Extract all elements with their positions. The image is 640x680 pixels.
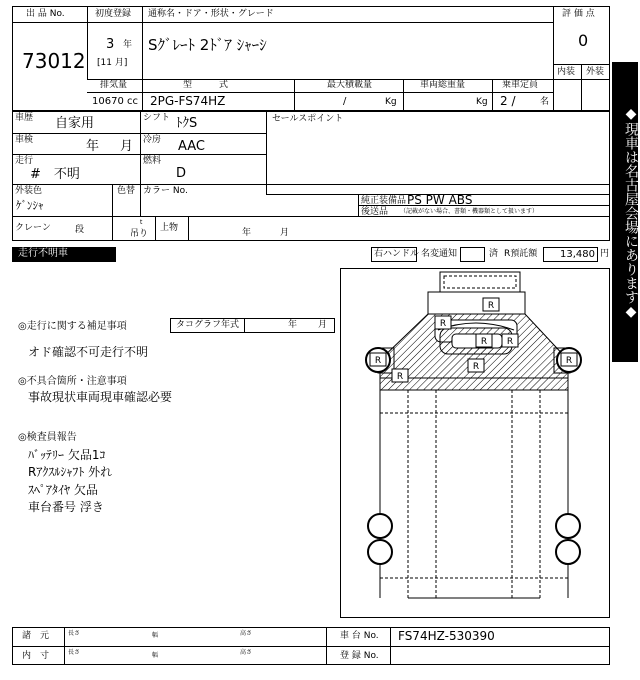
interior-dims-label: 内 寸 (22, 651, 50, 661)
inspection-year-unit: 年 (86, 139, 100, 154)
aftermarket-label: 後送品 (361, 207, 389, 217)
details-grid (12, 111, 610, 241)
damage-mark-text: R (374, 356, 382, 366)
crane-label: クレーン (15, 223, 51, 233)
yen-unit: 円 (600, 249, 610, 259)
first-reg-year: 3 (106, 37, 115, 52)
exterior-label: 外装 (586, 67, 605, 77)
history-value: 自家用 (55, 116, 95, 131)
gross-weight-label: 車両総重量 (420, 80, 466, 90)
damage-mark-text: R (439, 319, 447, 329)
inspector-line: 車台番号 浮き (28, 500, 104, 514)
upper-month: 月 (280, 228, 290, 238)
shift-label: シフト (143, 113, 171, 123)
inspector-line: Rｱｸｽﾙｼｬﾌﾄ 外れ (28, 465, 113, 479)
truck-chassis-diagram (340, 268, 610, 618)
tacho-label: タコグラフ年式 (176, 320, 240, 330)
shift-value: ﾄｸS (176, 116, 198, 131)
right-handle: 右ハンドル (374, 249, 420, 259)
first-reg-label: 初度登録 (95, 9, 132, 19)
displacement-value: 10670 cc (92, 96, 138, 107)
recycle-label: R預託額 (504, 249, 538, 259)
length-label: 長さ (68, 630, 81, 637)
color-code-label: 色替 (117, 186, 136, 196)
color-value: ｹﾞﾝｼｬ (16, 199, 44, 212)
model-name: Sｸﾞﾚｰﾄ 2ﾄﾞｱ ｼｬｰｼ (148, 36, 267, 54)
kg-unit-1: Kg (385, 97, 397, 107)
upper-year: 年 (242, 228, 252, 238)
supplement-heading: ◎走行に関する補足事項 (18, 321, 127, 332)
name-change-box (460, 247, 485, 262)
lot-label: 出 品 No. (26, 9, 65, 19)
color-label: 外装色 (15, 186, 43, 196)
max-load-label: 最大積載量 (327, 80, 373, 90)
mileage-label: 走行 (15, 156, 34, 166)
damage-mark-text: R (480, 337, 488, 347)
sales-points-label: セールスポイント (272, 114, 344, 124)
width-label: 幅 (152, 652, 159, 659)
fuel-value: D (176, 166, 187, 181)
mileage-value: # 不明 (30, 167, 80, 182)
tacho-month: 月 (318, 320, 328, 330)
crane-t: t (140, 219, 143, 226)
width-label: 幅 (152, 632, 159, 639)
displacement-label: 排気量 (100, 80, 128, 90)
genuine-equipment-label: 純正装備品 (361, 196, 407, 206)
chassis-no-value: FS74HZ-530390 (398, 629, 495, 643)
type-label: 型 式 (183, 80, 229, 90)
name-change-label: 名変通知 (421, 249, 458, 259)
status-bar: 走行不明車 (12, 247, 116, 262)
damage-mark-text: R (565, 356, 573, 366)
inspection-month-unit: 月 (120, 139, 134, 154)
defect-text: 事故現状車両現車確認必要 (28, 390, 173, 404)
capacity-label: 乗車定員 (502, 80, 539, 90)
reg-no-label: 登 録 No. (340, 651, 379, 661)
height-label: 高さ (240, 649, 253, 656)
model-name-label: 通称名・ドア・形状・グレード (148, 9, 274, 19)
year-unit: 年 (123, 40, 133, 50)
type-value: 2PG-FS74HZ (150, 94, 226, 108)
first-reg-month: [11 月] (97, 58, 128, 68)
side-banner: ◆現車は名古屋会場にあります◆ (612, 62, 638, 362)
length-label: 長さ (68, 649, 81, 656)
genuine-equipment-value: PS PW ABS (407, 193, 473, 207)
recycle-value: 13,480 (560, 249, 595, 260)
supplement-text: オド確認不可走行不明 (28, 345, 149, 359)
capacity-value: 2 / (500, 94, 516, 108)
crane-hoist: 吊り (130, 229, 149, 239)
height-label: 高さ (240, 630, 253, 637)
chassis-no-label: 車 台 No. (340, 631, 379, 641)
defect-heading: ◎不具合箇所・注意事項 (18, 376, 127, 387)
lot-number: 73012 (22, 49, 86, 73)
aftermarket-note: （記載がない場合、書類・機器類として扱います） (400, 208, 539, 215)
inspector-heading: ◎検査員報告 (18, 432, 77, 443)
inspector-line: ｽﾍﾟｱﾀｲﾔ 欠品 (28, 483, 98, 497)
damage-mark-text: R (506, 337, 514, 347)
ac-value: AAC (178, 139, 205, 154)
dimensions-label: 諸 元 (22, 631, 50, 641)
damage-mark-text: R (396, 372, 404, 382)
recycle-prefix: 済 (489, 249, 499, 259)
ac-label: 冷房 (143, 135, 162, 145)
fuel-label: 燃料 (143, 156, 162, 166)
interior-label: 内装 (557, 67, 576, 77)
score-label: 評 価 点 (562, 9, 595, 19)
crane-stage: 段 (75, 225, 85, 235)
tacho-year: 年 (288, 320, 298, 330)
upper-label: 上物 (160, 223, 179, 233)
capacity-unit: 名 (540, 97, 550, 107)
damage-mark-text: R (487, 301, 495, 311)
score-value: 0 (578, 31, 589, 50)
history-label: 車歴 (15, 113, 34, 123)
max-load-value: / (343, 96, 347, 107)
inspector-line: ﾊﾞｯﾃﾘｰ 欠品1ｺ (28, 448, 106, 462)
damage-mark-text: R (472, 362, 480, 372)
kg-unit-2: Kg (476, 97, 488, 107)
color-no-label: カラー No. (143, 186, 188, 196)
inspection-label: 車検 (15, 135, 34, 145)
